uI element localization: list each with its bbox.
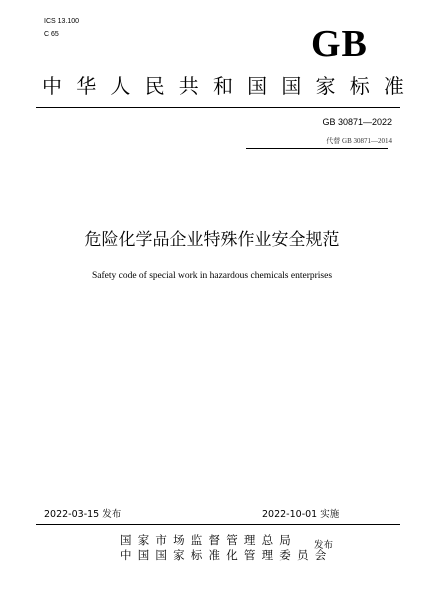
heading-char: 国 bbox=[247, 74, 268, 98]
heading-char: 国 bbox=[281, 74, 302, 98]
issue-date: 2022-03-15 发布 bbox=[44, 509, 122, 520]
gb-logo: GB bbox=[311, 23, 368, 65]
replaces-standard: 代替 GB 30871—2014 bbox=[326, 137, 392, 145]
heading-char: 准 bbox=[383, 74, 404, 98]
heading-char: 和 bbox=[212, 74, 233, 98]
heading-char: 华 bbox=[76, 74, 97, 98]
heading-char: 共 bbox=[178, 74, 199, 98]
issuer-sac: 中国国家标准化管理委员会 bbox=[120, 548, 333, 562]
national-standard-heading bbox=[42, 73, 404, 99]
implementation-date: 2022-10-01 实施 bbox=[262, 509, 340, 520]
heading-char: 标 bbox=[349, 74, 370, 98]
classification-code: C 65 bbox=[44, 31, 59, 38]
issuer-samr: 国家市场监督管理总局 bbox=[120, 533, 297, 547]
top-divider bbox=[36, 107, 400, 108]
heading-char: 人 bbox=[110, 74, 131, 98]
title-english: Safety code of special work in hazardous chemicals enterprises bbox=[91, 271, 333, 281]
publish-label: 发布 bbox=[314, 540, 334, 551]
ics-code: ICS 13.100 bbox=[44, 18, 80, 25]
replaces-divider bbox=[246, 148, 388, 149]
heading-char: 民 bbox=[144, 74, 165, 98]
heading-char: 家 bbox=[315, 74, 336, 98]
title-chinese: 危险化学品企业特殊作业安全规范 bbox=[84, 230, 340, 250]
standard-number: GB 30871—2022 bbox=[322, 117, 392, 127]
heading-char: 中 bbox=[42, 74, 62, 98]
bottom-divider bbox=[36, 524, 400, 525]
